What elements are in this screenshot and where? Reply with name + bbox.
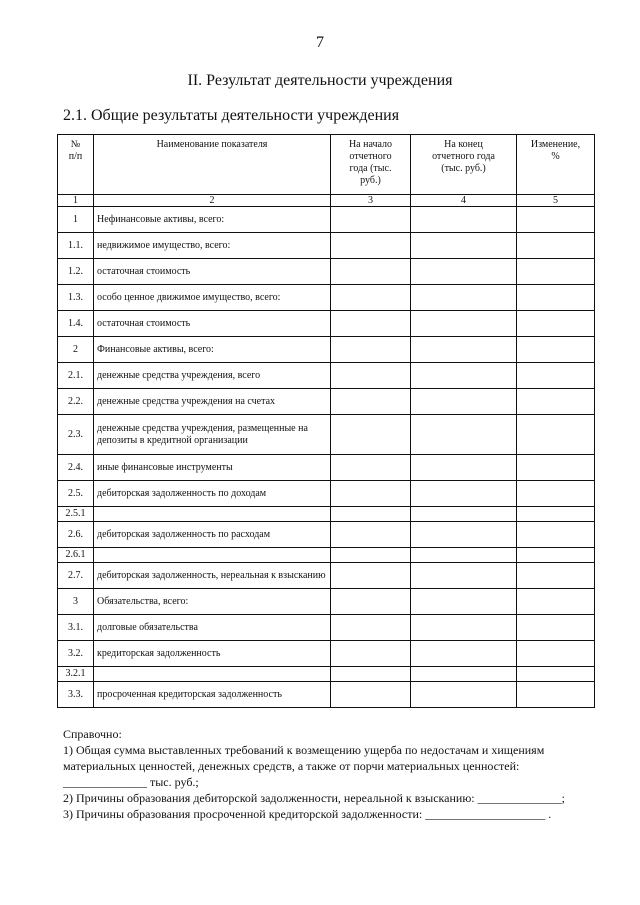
row-code: 3 [58,589,94,615]
row-indicator-name: долговые обязательства [94,615,331,641]
row-indicator-name: денежные средства учреждения, всего [94,363,331,389]
row-indicator-name [94,507,331,522]
row-end-value-cell [411,615,517,641]
row-end-value-cell [411,682,517,708]
row-indicator-name: иные финансовые инструменты [94,455,331,481]
row-start-value-cell [331,548,411,563]
row-change-cell [517,667,595,682]
page-number: 7 [316,34,324,51]
row-start-value-cell [331,507,411,522]
footnote-3: 3) Причины образования просроченной кредиторской задолженности: ____________________ . [63,807,552,821]
footnote-2: 2) Причины образования дебиторской задолженности, нереальной к взысканию: ______________; [63,791,565,805]
row-change-cell [517,207,595,233]
row-change-cell [517,259,595,285]
row-code: 2.1. [58,363,94,389]
column-number-row [58,195,595,207]
row-end-value-cell [411,389,517,415]
column-number: 2 [94,195,331,207]
row-end-value-cell [411,507,517,522]
table-row [58,259,595,285]
row-change-cell [517,233,595,259]
row-change-cell [517,415,595,455]
table-row [58,522,595,548]
row-start-value-cell [331,589,411,615]
row-code: 1.4. [58,311,94,337]
row-start-value-cell [331,311,411,337]
column-number: 5 [517,195,595,207]
row-indicator-name [94,667,331,682]
row-indicator-name: недвижимое имущество, всего: [94,233,331,259]
row-start-value-cell [331,563,411,589]
row-start-value-cell [331,233,411,259]
row-code: 2.7. [58,563,94,589]
row-indicator-name: остаточная стоимость [94,259,331,285]
row-change-cell [517,311,595,337]
footnote-1-line-2: материальных ценностей, денежных средств, а также от порчи материальных ценностей: [63,759,520,773]
row-code: 2.6.1 [58,548,94,563]
row-end-value-cell [411,563,517,589]
table-row [58,641,595,667]
row-code: 3.3. [58,682,94,708]
row-start-value-cell [331,481,411,507]
row-end-value-cell [411,667,517,682]
table-row [58,563,595,589]
table-row [58,233,595,259]
row-start-value-cell [331,682,411,708]
row-code: 1.1. [58,233,94,259]
row-end-value-cell [411,641,517,667]
row-indicator-name: просроченная кредиторская задолженность [94,682,331,708]
row-start-value-cell [331,207,411,233]
row-change-cell [517,455,595,481]
table-row [58,285,595,311]
table-row [58,415,595,455]
row-code: 2.6. [58,522,94,548]
table-row [58,667,595,682]
row-indicator-name: денежные средства учреждения, размещенные на депозиты в кредитной организации [94,415,331,455]
row-change-cell [517,615,595,641]
row-change-cell [517,548,595,563]
table-row [58,481,595,507]
row-end-value-cell [411,337,517,363]
table-row [58,589,595,615]
row-end-value-cell [411,522,517,548]
table-row [58,615,595,641]
footnotes [63,726,603,822]
results-table [57,134,595,708]
row-end-value-cell [411,415,517,455]
row-change-cell [517,285,595,311]
row-change-cell [517,481,595,507]
row-code: 2.4. [58,455,94,481]
row-end-value-cell [411,481,517,507]
row-indicator-name: дебиторская задолженность по расходам [94,522,331,548]
table-row [58,682,595,708]
row-code: 1.2. [58,259,94,285]
row-indicator-name: дебиторская задолженность по доходам [94,481,331,507]
footnote-1-line-1: 1) Общая сумма выставленных требований к возмещению ущерба по недостачам и хищениям [63,743,545,757]
row-start-value-cell [331,285,411,311]
row-end-value-cell [411,311,517,337]
row-change-cell [517,682,595,708]
row-indicator-name: остаточная стоимость [94,311,331,337]
row-code: 3.1. [58,615,94,641]
column-number: 4 [411,195,517,207]
row-start-value-cell [331,337,411,363]
row-code: 2.5.1 [58,507,94,522]
row-end-value-cell [411,589,517,615]
row-start-value-cell [331,415,411,455]
table-row [58,507,595,522]
row-start-value-cell [331,455,411,481]
table-row [58,337,595,363]
row-start-value-cell [331,259,411,285]
row-code: 2.2. [58,389,94,415]
table-header-row [58,135,595,195]
row-end-value-cell [411,285,517,311]
row-end-value-cell [411,548,517,563]
header-end-of-year: На конец отчетного года (тыс. руб.) [411,135,517,195]
row-end-value-cell [411,207,517,233]
row-code: 2 [58,337,94,363]
row-start-value-cell [331,667,411,682]
row-change-cell [517,589,595,615]
row-start-value-cell [331,615,411,641]
row-start-value-cell [331,363,411,389]
row-change-cell [517,337,595,363]
subsection-title: 2.1. Общие результаты деятельности учреждения [63,107,400,124]
row-end-value-cell [411,259,517,285]
row-code: 3.2. [58,641,94,667]
row-end-value-cell [411,455,517,481]
row-start-value-cell [331,641,411,667]
header-start-of-year: На начало отчетного года (тыс. руб.) [331,135,411,195]
row-code: 3.2.1 [58,667,94,682]
table-row [58,363,595,389]
row-indicator-name [94,548,331,563]
section-title: II. Результат деятельности учреждения [187,72,453,89]
row-indicator-name: кредиторская задолженность [94,641,331,667]
row-change-cell [517,522,595,548]
table-row [58,389,595,415]
footnotes-heading: Справочно: [63,727,122,741]
row-change-cell [517,363,595,389]
row-indicator-name: Обязательства, всего: [94,589,331,615]
header-indicator-name: Наименование показателя [94,135,331,195]
row-start-value-cell [331,389,411,415]
header-number: № п/п [58,135,94,195]
column-number: 1 [58,195,94,207]
table-row [58,548,595,563]
header-change-percent: Изменение, % [517,135,595,195]
row-code: 1 [58,207,94,233]
table-row [58,207,595,233]
footnote-1-line-3: ______________ тыс. руб.; [63,775,199,789]
row-indicator-name: денежные средства учреждения на счетах [94,389,331,415]
row-code: 1.3. [58,285,94,311]
row-indicator-name: дебиторская задолженность, нереальная к взысканию [94,563,331,589]
row-code: 2.3. [58,415,94,455]
row-change-cell [517,563,595,589]
column-number: 3 [331,195,411,207]
row-change-cell [517,641,595,667]
table-row [58,311,595,337]
row-code: 2.5. [58,481,94,507]
row-start-value-cell [331,522,411,548]
row-indicator-name: Нефинансовые активы, всего: [94,207,331,233]
table-row [58,455,595,481]
row-end-value-cell [411,233,517,259]
row-change-cell [517,507,595,522]
row-end-value-cell [411,363,517,389]
row-change-cell [517,389,595,415]
row-indicator-name: Финансовые активы, всего: [94,337,331,363]
row-indicator-name: особо ценное движимое имущество, всего: [94,285,331,311]
